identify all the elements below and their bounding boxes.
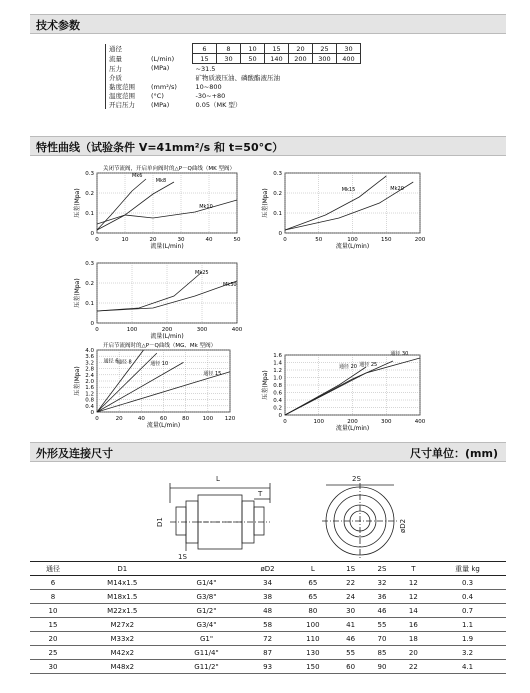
y-axis-label: 压差(Mpa) [262, 370, 269, 400]
x-tick-label: 0 [283, 419, 287, 425]
dims-cell: 30 [30, 660, 76, 674]
dims-cell: 130 [291, 646, 335, 660]
dimensions-table [30, 561, 506, 674]
spec-unit: (mm²/s) [151, 82, 177, 91]
dims-header: 重量 kg [429, 562, 506, 576]
y-tick-label: 0.1 [85, 301, 94, 307]
series-label: Mk20 [390, 185, 404, 192]
x-axis-label: 流量(L/min) [335, 425, 370, 432]
section-title: 技术参数 [36, 19, 80, 32]
dims-cell: 0.7 [429, 604, 506, 618]
y-axis-label: 压差(Mpa) [74, 278, 81, 308]
table-row [30, 604, 506, 618]
y-axis-label: 压差(Mpa) [74, 366, 81, 396]
spec-value: 20 [289, 44, 313, 54]
dims-header: T [398, 562, 429, 576]
x-axis-label: 流量(L/min) [150, 333, 184, 340]
y-axis-label: 压差(Mpa) [262, 188, 269, 218]
series-label: Mk25 [195, 269, 209, 276]
x-tick-label: 200 [414, 237, 426, 243]
valve-drawing [30, 463, 506, 563]
dims-cell: 46 [366, 604, 397, 618]
y-tick-label: 3.2 [85, 360, 94, 367]
y-tick-label: 0.4 [85, 403, 94, 410]
dims-cell: 34 [244, 576, 290, 590]
series-label: Mk6 [132, 173, 143, 180]
series-line [285, 367, 366, 415]
unit-label: 尺寸单位：(mm) [410, 447, 498, 460]
x-tick-label: 400 [414, 419, 426, 425]
dims-cell: M42x2 [76, 646, 169, 660]
x-tick-label: 40 [137, 416, 145, 422]
dims-cell: 16 [398, 618, 429, 632]
dims-cell: 58 [244, 618, 290, 632]
dims-cell: 20 [398, 646, 429, 660]
charts-area [0, 155, 530, 455]
y-tick-label: 0.3 [85, 261, 94, 267]
spec-value: 30 [337, 44, 361, 54]
table-row [30, 618, 506, 632]
y-tick-label: 1.6 [85, 385, 94, 392]
spec-row [106, 64, 361, 74]
spec-value: 50 [241, 54, 265, 64]
dims-cell: 32 [366, 576, 397, 590]
spec-value: 140 [265, 54, 289, 64]
spec-value: 300 [313, 54, 337, 64]
chart-frame [97, 173, 237, 233]
dims-cell: 70 [366, 632, 397, 646]
series-line [97, 182, 174, 230]
y-tick-label: 0.2 [85, 281, 94, 287]
y-tick-label: 0 [278, 413, 282, 419]
series-line [97, 272, 202, 311]
dims-header: 2S [366, 562, 397, 576]
dims-header: 通径 [30, 562, 76, 576]
dims-cell: 8 [30, 590, 76, 604]
dims-cell: 65 [291, 590, 335, 604]
spec-value: 30 [217, 54, 241, 64]
x-tick-label: 0 [95, 327, 99, 333]
dims-cell: 38 [244, 590, 290, 604]
dims-cell: M22x1.5 [76, 604, 169, 618]
table-row [30, 590, 506, 604]
series-label: Mk10 [199, 203, 213, 210]
dims-cell: M18x1.5 [76, 590, 169, 604]
x-tick-label: 100 [347, 237, 358, 243]
dims-cell: 22 [398, 660, 429, 674]
chart [73, 164, 241, 250]
x-tick-label: 60 [160, 416, 167, 422]
x-tick-label: 120 [224, 416, 236, 422]
y-tick-label: 0.2 [273, 191, 282, 197]
y-tick-label: 4.0 [85, 348, 94, 354]
x-tick-label: 200 [161, 327, 173, 333]
spec-label: 介质 [106, 73, 149, 82]
dims-cell: 60 [335, 660, 366, 674]
series-label: Mk30 [223, 281, 237, 288]
x-tick-label: 40 [205, 237, 213, 243]
dims-cell: 36 [366, 590, 397, 604]
spec-value: -30~+80 [195, 91, 226, 100]
spec-label: 开启压力 [106, 100, 149, 109]
y-tick-label: 1.2 [273, 368, 282, 374]
dims-cell: 15 [30, 618, 76, 632]
y-tick-label: 1.0 [273, 375, 282, 382]
section-title: 特性曲线（试验条件 V=41mm²/s 和 t=50°C） [36, 141, 284, 154]
chart [261, 350, 426, 432]
spec-unit [148, 44, 193, 54]
spec-unit: (MPa) [151, 64, 170, 73]
spec-value: 0.05（MK 型） [195, 101, 242, 109]
dims-cell: G11/4" [169, 646, 245, 660]
chart-title: 关闭节流阀，开启单向阀时的△P－Q曲线（MK 型阀） [103, 166, 235, 172]
dims-cell: 3.2 [429, 646, 506, 660]
series-label: 通径 15 [203, 370, 222, 377]
dims-cell: 150 [291, 660, 335, 674]
spec-label: 压力 [106, 64, 149, 74]
dims-cell: 0.4 [429, 590, 506, 604]
dims-cell: G3/4" [169, 618, 245, 632]
spec-value: 矿物质液压油、磷酸酯液压油 [195, 74, 280, 82]
dims-header: L [291, 562, 335, 576]
y-tick-label: 2.0 [85, 379, 94, 385]
spec-row [106, 73, 361, 82]
section-tech-params [30, 14, 506, 34]
x-tick-label: 50 [233, 237, 241, 243]
series-label: Mk15 [341, 187, 356, 193]
dims-cell: 4.1 [429, 660, 506, 674]
series-line [285, 176, 386, 230]
spec-row [106, 82, 361, 91]
dims-cell: 41 [335, 618, 366, 632]
spec-table [105, 43, 361, 109]
y-tick-label: 0.2 [273, 405, 282, 412]
dims-cell: 30 [335, 604, 366, 618]
x-tick-label: 300 [196, 327, 208, 333]
y-tick-label: 0.2 [85, 191, 94, 197]
dims-cell: 80 [291, 604, 335, 618]
x-tick-label: 100 [313, 419, 324, 425]
dims-cell: 72 [244, 632, 290, 646]
spec-label: 流量 [106, 54, 149, 64]
y-tick-label: 0 [90, 321, 94, 327]
spec-unit: (MPa) [151, 100, 170, 109]
dims-cell: M14x1.5 [76, 576, 169, 590]
dims-cell: 10 [30, 604, 76, 618]
dims-cell: 22 [335, 576, 366, 590]
x-tick-label: 0 [95, 237, 99, 243]
spec-label: 温度范围 [106, 91, 149, 100]
chart [73, 261, 243, 340]
spec-unit [148, 73, 193, 82]
dims-cell: 1.1 [429, 618, 506, 632]
y-tick-label: 3.6 [85, 354, 94, 361]
dims-cell: 93 [244, 660, 290, 674]
x-tick-label: 10 [121, 237, 129, 243]
spec-value: 10~800 [195, 82, 222, 91]
x-tick-label: 300 [381, 419, 392, 425]
x-axis-label: 流量(L/min) [150, 243, 184, 250]
x-axis-label: 流量(L/min) [335, 243, 370, 250]
dim-D1-label: D1 [156, 517, 164, 527]
x-tick-label: 30 [177, 237, 185, 243]
table-row [30, 660, 506, 674]
dims-cell: 65 [291, 576, 335, 590]
spec-value: 25 [313, 44, 337, 54]
dims-cell: 12 [398, 576, 429, 590]
y-tick-label: 0.8 [273, 383, 282, 389]
spec-label: 通径 [106, 44, 149, 54]
dim-D2-label: øD2 [399, 518, 407, 533]
spec-value: 15 [265, 44, 289, 54]
spec-label: 黏度范围 [106, 82, 149, 91]
dims-cell: G1" [169, 632, 245, 646]
spec-row [106, 44, 361, 54]
spec-value: 10 [241, 44, 265, 54]
dim-L-label: L [216, 475, 220, 483]
chart [73, 341, 236, 429]
y-tick-label: 0.4 [273, 398, 282, 404]
series-label: 通径 20 [339, 364, 357, 371]
dims-cell: 55 [335, 646, 366, 660]
y-tick-label: 0 [90, 231, 94, 237]
y-tick-label: 0.1 [85, 211, 94, 217]
y-tick-label: 1.4 [273, 360, 282, 367]
section-curves [30, 136, 506, 156]
y-tick-label: 2.4 [85, 372, 94, 379]
x-tick-label: 0 [95, 416, 99, 422]
dims-cell: 85 [366, 646, 397, 660]
x-tick-label: 100 [126, 327, 138, 333]
dims-header: 1S [335, 562, 366, 576]
dims-cell: 24 [335, 590, 366, 604]
dims-cell: G3/8" [169, 590, 245, 604]
dims-cell: 20 [30, 632, 76, 646]
table-row [30, 576, 506, 590]
y-tick-label: 0.8 [85, 397, 94, 404]
dims-cell: G1/4" [169, 576, 245, 590]
x-tick-label: 200 [347, 419, 358, 425]
spec-value: ~31.5 [195, 64, 216, 73]
x-axis-label: 流量(L/min) [146, 422, 181, 429]
series-line [97, 200, 237, 224]
spec-row [106, 54, 361, 64]
dims-cell: 12 [398, 590, 429, 604]
dims-cell: 0.3 [429, 576, 506, 590]
x-tick-label: 400 [231, 327, 243, 333]
x-tick-label: 80 [182, 416, 190, 422]
spec-value: 400 [337, 54, 361, 64]
dim-1S-label: 1S [178, 553, 187, 561]
spec-row [106, 100, 361, 109]
y-axis-label: 压差(Mpa) [74, 188, 81, 218]
spec-unit: (°C) [151, 91, 164, 100]
dims-cell: 100 [291, 618, 335, 632]
dims-cell: 14 [398, 604, 429, 618]
dims-cell: M33x2 [76, 632, 169, 646]
dims-header [169, 562, 245, 576]
dims-cell: 6 [30, 576, 76, 590]
dims-cell: G1/2" [169, 604, 245, 618]
chart-title: 开启节流阀时的△P－Q曲线（MG、Mk 型阀） [103, 343, 217, 349]
spec-value: 6 [193, 44, 217, 54]
dims-header: D1 [76, 562, 169, 576]
dims-cell: 1.9 [429, 632, 506, 646]
spec-value: 8 [217, 44, 241, 54]
dims-cell: M48x2 [76, 660, 169, 674]
x-tick-label: 0 [283, 237, 287, 243]
dims-cell: 110 [291, 632, 335, 646]
series-label: Mk8 [155, 178, 167, 184]
y-tick-label: 0.1 [273, 211, 282, 217]
spec-value: 15 [193, 54, 217, 64]
series-label: 通径 8 [116, 359, 132, 366]
y-tick-label: 0.3 [85, 171, 94, 177]
chart [261, 171, 426, 250]
section-title: 外形及连接尺寸 [36, 447, 113, 460]
spec-value: 200 [289, 54, 313, 64]
dims-cell: 25 [30, 646, 76, 660]
series-label: 通径 10 [150, 360, 169, 367]
x-tick-label: 50 [315, 237, 323, 243]
dims-cell: 48 [244, 604, 290, 618]
series-label: 通径 30 [390, 351, 409, 357]
x-tick-label: 20 [115, 416, 123, 422]
table-row [30, 646, 506, 660]
series-label: 通径 25 [359, 361, 378, 368]
dims-cell: 90 [366, 660, 397, 674]
dims-cell: G11/2" [169, 660, 245, 674]
series-label: 通径 6 [103, 358, 119, 365]
dims-cell: 46 [335, 632, 366, 646]
y-tick-label: 0 [90, 410, 94, 416]
section-dimensions [30, 442, 506, 462]
y-tick-label: 1.2 [85, 391, 94, 398]
y-tick-label: 2.8 [85, 366, 94, 373]
y-tick-label: 0.6 [273, 390, 282, 397]
x-tick-label: 100 [202, 416, 214, 422]
dims-cell: 87 [244, 646, 290, 660]
x-tick-label: 150 [381, 237, 392, 243]
dim-T-label: T [258, 490, 263, 498]
y-tick-label: 0.3 [273, 171, 282, 177]
y-tick-label: 0 [278, 231, 282, 237]
table-row [30, 632, 506, 646]
y-tick-label: 1.6 [273, 353, 282, 359]
dims-header: øD2 [244, 562, 290, 576]
dims-cell: 55 [366, 618, 397, 632]
dim-2S-label: 2S [352, 475, 361, 483]
spec-row [106, 91, 361, 100]
dims-cell: 18 [398, 632, 429, 646]
dims-cell: M27x2 [76, 618, 169, 632]
spec-unit: (L/min) [151, 54, 175, 63]
x-tick-label: 20 [149, 237, 157, 243]
